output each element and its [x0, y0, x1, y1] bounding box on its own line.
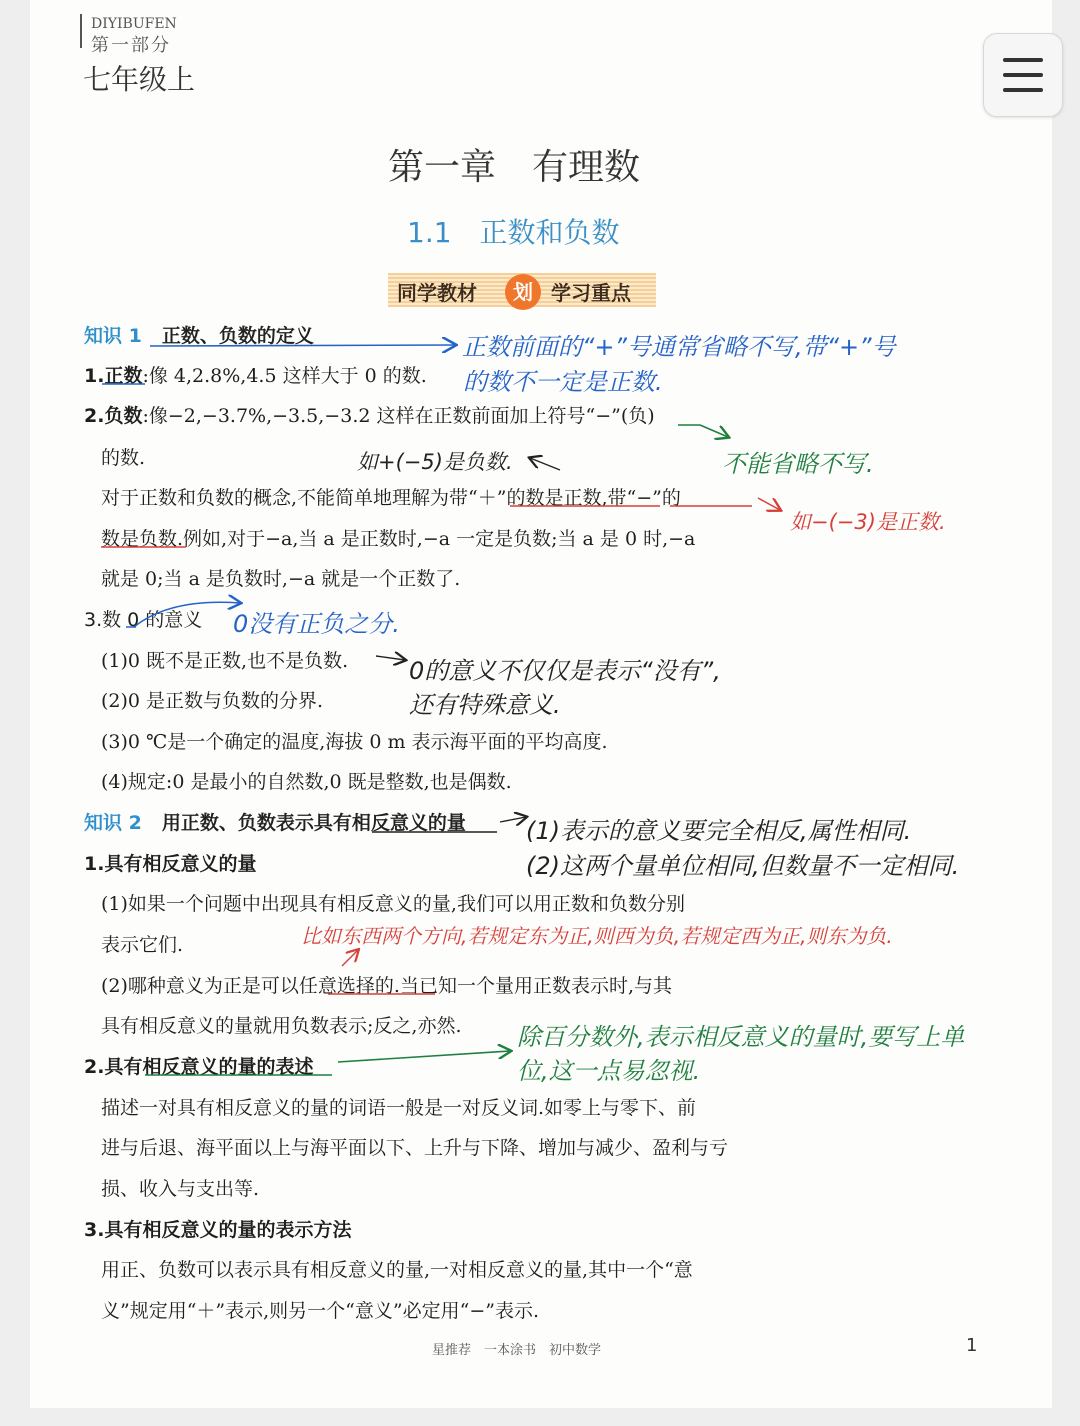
note-opposite-2: (2)这两个量单位相同,但数量不一定相同. [526, 852, 960, 880]
k2-3-title: 3.具有相反意义的量的表示方法 [84, 1219, 352, 1241]
k2-1-title: 1.具有相反意义的量 [84, 853, 257, 875]
page-number: 1 [966, 1335, 978, 1356]
note-zero-meaning-a: 0的意义不仅仅是表示“没有”, [409, 657, 721, 685]
note-opposite-1: (1)表示的意义要完全相反,属性相同. [526, 817, 912, 845]
positive-label: 1.正数 [84, 365, 143, 387]
banner-right-text: 学习重点 [551, 281, 631, 305]
part-label-en: DIYIBUFEN [91, 16, 177, 32]
note-units-a: 除百分数外,表示相反意义的量时,要写上单 [517, 1023, 965, 1051]
section-title: 1.1 正数和负数 [407, 216, 620, 249]
k2-number: 知识 2 [84, 812, 142, 834]
note-zero-meaning-b: 还有特殊意义. [409, 691, 561, 719]
zero-item-2: (2)0 是正数与负数的分界. [101, 690, 324, 712]
k1-para-3: 就是 0;当 a 是负数时,−a 就是一个正数了. [101, 568, 461, 590]
zero-item-4: (4)规定:0 是最小的自然数,0 既是整数,也是偶数. [101, 771, 512, 793]
k2-2-title: 2.具有相反意义的量的表述 [84, 1056, 314, 1078]
note-zero-no-sign: 0没有正负之分. [233, 610, 400, 638]
k1-heading [84, 321, 314, 348]
k2-1-p2: (2)哪种意义为正是可以任意选择的.当已知一个量用正数表示时,与其 [101, 975, 672, 997]
k2-2-line-2: 进与后退、海平面以上与海平面以下、上升与下降、增加与减少、盈利与亏 [101, 1137, 729, 1159]
footer-text: 星推荐 一本涂书 初中数学 [432, 1343, 602, 1358]
k1-para-1: 对于正数和负数的概念,不能简单地理解为带“＋”的数是正数,带“−”的 [101, 487, 681, 509]
note-positive-not-always: 的数不一定是正数. [463, 368, 663, 396]
k2-3-line-1: 用正、负数可以表示具有相反意义的量,一对相反意义的量,其中一个“意 [101, 1259, 693, 1281]
negative-text: :像−2,−3.7%,−3.5,−3.2 这样在正数前面加上符号“−”(负) [142, 405, 655, 427]
zero-item-3: (3)0 ℃是一个确定的温度,海拔 0 m 表示海平面的平均高度. [101, 731, 608, 753]
note-example-positive: 如−(−3)是正数. [790, 510, 946, 534]
banner-circle: 划 [505, 274, 541, 310]
k2-1-p1: (1)如果一个问题中出现具有相反意义的量,我们可以用正数和负数分别 [101, 893, 685, 915]
header-rule [80, 14, 82, 48]
zero-meaning-title: 3.数 0 的意义 [84, 609, 203, 631]
part-label-cn: 第一部分 [91, 35, 171, 56]
k1-negative-line [84, 401, 655, 428]
k1-para-2: 数是负数.例如,对于−a,当 a 是正数时,−a 一定是负数;当 a 是 0 时,−a [101, 528, 696, 550]
k1-title: 正数、负数的定义 [161, 325, 314, 347]
note-example-negative: 如+(−5)是负数. [357, 450, 513, 474]
note-east-west-example: 比如东西两个方向,若规定东为正,则西为负,若规定西为正,则东为负. [301, 924, 893, 948]
k2-3-line-2: 义”规定用“＋”表示,则另一个“意义”必定用“−”表示. [101, 1300, 539, 1322]
negative-label: 2.负数 [84, 405, 143, 427]
k1-positive-line [84, 361, 427, 388]
note-cannot-omit: 不能省略不写. [722, 450, 874, 478]
zero-item-1: (1)0 既不是正数,也不是负数. [101, 650, 349, 672]
note-units-b: 位,这一点易忽视. [517, 1057, 701, 1085]
k2-2-line-1: 描述一对具有相反意义的量的词语一般是一对反义词.如零上与零下、前 [101, 1097, 697, 1119]
k2-1-p1b: 表示它们. [101, 934, 184, 956]
k2-1-p2b: 具有相反意义的量就用负数表示;反之,亦然. [101, 1015, 462, 1037]
banner-left-text: 同学教材 [397, 281, 477, 305]
menu-button[interactable] [983, 33, 1063, 117]
k2-heading [84, 808, 466, 835]
chapter-title: 第一章 有理数 [388, 147, 641, 188]
note-positive-plus-sign: 正数前面的“+”号通常省略不写,带“+”号 [462, 333, 896, 361]
k1-number: 知识 1 [84, 325, 142, 347]
grade-label: 七年级上 [83, 63, 196, 96]
negative-cont: 的数. [101, 447, 146, 469]
k2-2-line-3: 损、收入与支出等. [101, 1178, 260, 1200]
k2-title: 用正数、负数表示具有相反意义的量 [161, 812, 466, 834]
positive-text: :像 4,2.8%,4.5 这样大于 0 的数. [142, 365, 427, 387]
